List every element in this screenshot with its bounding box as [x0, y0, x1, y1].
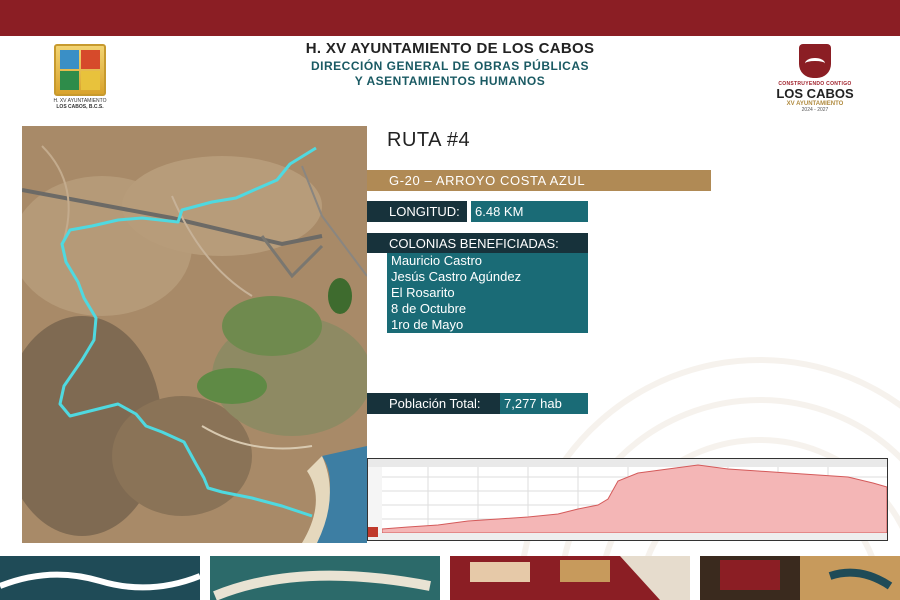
- list-item: El Rosarito: [391, 285, 455, 300]
- colonias-label: COLONIAS BENEFICIADAS:: [367, 233, 588, 253]
- elevation-profile-graphic: [368, 459, 887, 540]
- emblem-icon: [799, 44, 831, 78]
- list-item: 8 de Octubre: [391, 301, 467, 316]
- route-code-bar: G-20 – ARROYO COSTA AZUL: [367, 170, 711, 191]
- header-subtitle-2: Y ASENTAMIENTOS HUMANOS: [354, 74, 546, 88]
- route-map-image: [22, 126, 367, 543]
- poblacion-label: Población Total:: [367, 393, 500, 414]
- colonias-list: [387, 253, 588, 333]
- decorative-footer-band: [0, 556, 900, 600]
- logo-right-subtitle: XV AYUNTAMIENTO: [786, 101, 844, 107]
- los-cabos-logo-right: [760, 44, 870, 113]
- coat-of-arms-icon: [54, 44, 106, 96]
- page-header: [230, 40, 670, 88]
- header-title: H. XV AYUNTAMIENTO DE LOS CABOS: [305, 40, 595, 57]
- poblacion-value: 7,277 hab: [500, 393, 588, 414]
- longitud-label: LONGITUD:: [367, 201, 467, 222]
- satellite-map: [22, 126, 367, 543]
- logo-left-caption-2: LOS CABOS, B.C.S.: [56, 104, 104, 110]
- list-item: Mauricio Castro: [391, 253, 483, 268]
- logo-right-years: 2024 - 2027: [801, 107, 829, 113]
- logo-right-brand: LOS CABOS: [776, 86, 854, 101]
- header-subtitle-1: DIRECCIÓN GENERAL DE OBRAS PÚBLICAS: [311, 59, 589, 73]
- longitud-value: 6.48 KM: [471, 201, 588, 222]
- list-item: Jesús Castro Agúndez: [391, 269, 522, 284]
- elevation-profile-chart: [367, 458, 888, 541]
- top-band: [0, 0, 900, 36]
- list-item: 1ro de Mayo: [391, 317, 464, 332]
- route-title: RUTA #4: [387, 129, 471, 151]
- logo-left-caption-1: H. XV AYUNTAMIENTO: [53, 98, 107, 104]
- municipal-logo-left: [46, 44, 114, 116]
- logo-right-tagline: CONSTRUYENDO CONTIGO: [778, 81, 852, 87]
